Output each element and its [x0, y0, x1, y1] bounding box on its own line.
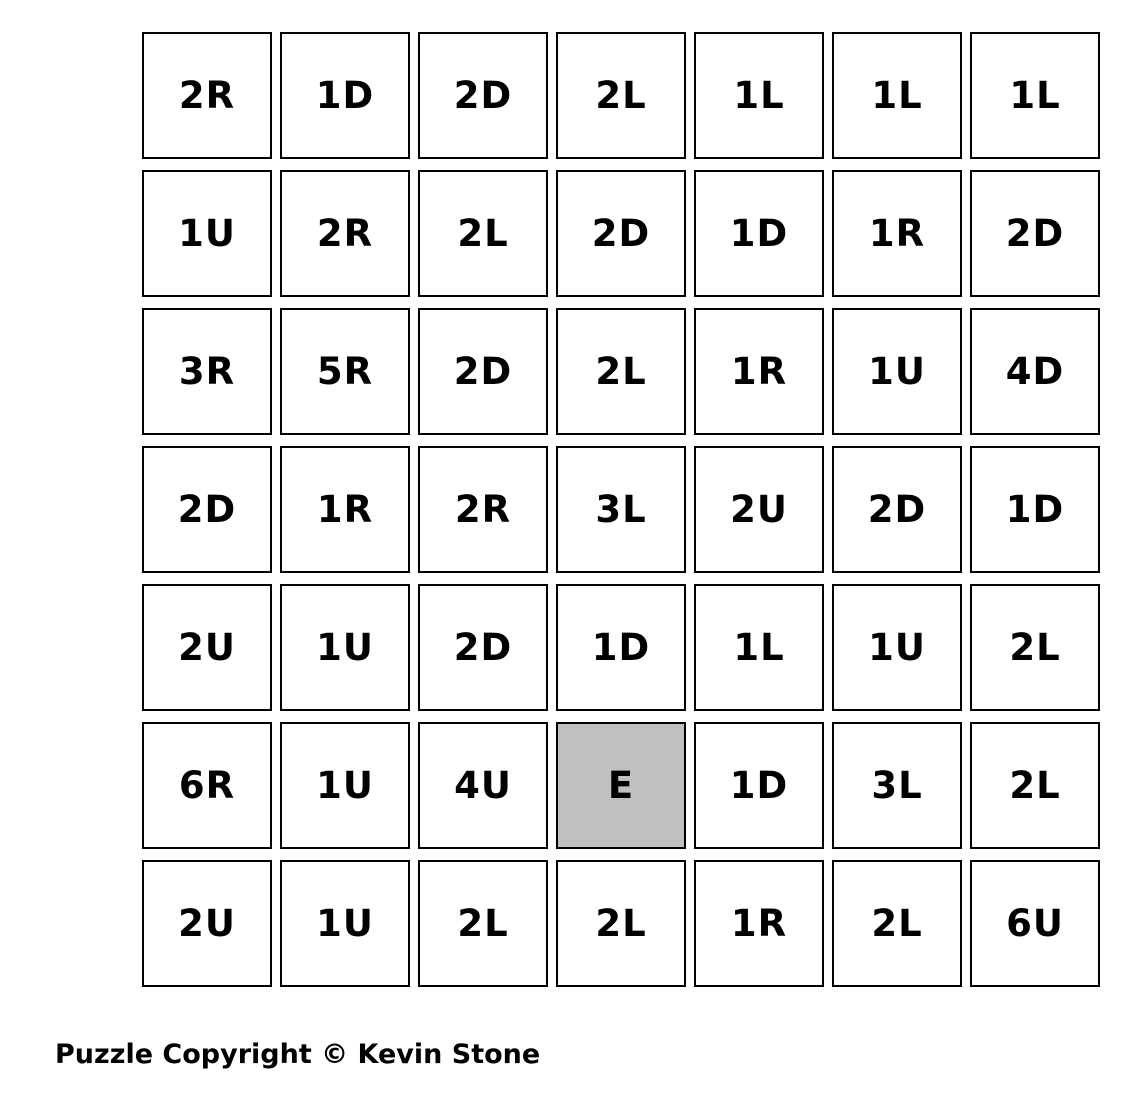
grid-cell[interactable]: 3R — [142, 308, 272, 435]
grid-cell[interactable]: 1U — [142, 170, 272, 297]
grid-cell[interactable]: 2D — [142, 446, 272, 573]
grid-cell[interactable]: 2R — [418, 446, 548, 573]
grid-cell[interactable]: 3L — [832, 722, 962, 849]
grid-cell[interactable]: 1U — [280, 860, 410, 987]
grid-cell[interactable]: 1D — [694, 170, 824, 297]
grid-cell[interactable]: 2L — [418, 170, 548, 297]
grid-cell[interactable]: 1D — [970, 446, 1100, 573]
grid-cell[interactable]: 2L — [970, 584, 1100, 711]
puzzle-grid — [142, 32, 1100, 987]
grid-cell[interactable]: 1L — [832, 32, 962, 159]
grid-cell[interactable]: 1U — [832, 584, 962, 711]
grid-cell[interactable]: 1L — [694, 584, 824, 711]
grid-cell[interactable]: 1U — [832, 308, 962, 435]
grid-cell[interactable]: 1R — [280, 446, 410, 573]
grid-cell[interactable]: 2U — [694, 446, 824, 573]
grid-cell[interactable]: 2L — [556, 308, 686, 435]
grid-cell[interactable]: 1R — [694, 860, 824, 987]
grid-cell[interactable]: 1L — [694, 32, 824, 159]
grid-cell[interactable]: 4U — [418, 722, 548, 849]
grid-cell-end[interactable]: E — [556, 722, 686, 849]
grid-cell[interactable]: 1R — [694, 308, 824, 435]
grid-cell[interactable]: 6U — [970, 860, 1100, 987]
grid-cell[interactable]: 1R — [832, 170, 962, 297]
grid-cell[interactable]: 1U — [280, 722, 410, 849]
grid-cell[interactable]: 2D — [418, 32, 548, 159]
grid-cell[interactable]: 2D — [418, 308, 548, 435]
grid-cell[interactable]: 2U — [142, 860, 272, 987]
grid-cell[interactable]: 1U — [280, 584, 410, 711]
grid-cell[interactable]: 2L — [418, 860, 548, 987]
grid-cell[interactable]: 2D — [970, 170, 1100, 297]
grid-cell[interactable]: 2L — [556, 32, 686, 159]
grid-cell[interactable]: 6R — [142, 722, 272, 849]
grid-cell[interactable]: 1D — [280, 32, 410, 159]
grid-cell[interactable]: 2L — [832, 860, 962, 987]
grid-cell[interactable]: 2U — [142, 584, 272, 711]
grid-cell[interactable]: 4D — [970, 308, 1100, 435]
grid-cell[interactable]: 2D — [556, 170, 686, 297]
grid-cell[interactable]: 2L — [970, 722, 1100, 849]
grid-cell[interactable]: 1L — [970, 32, 1100, 159]
grid-cell[interactable]: 2R — [142, 32, 272, 159]
grid-cell[interactable]: 2R — [280, 170, 410, 297]
grid-cell[interactable]: 2D — [418, 584, 548, 711]
grid-cell[interactable]: 1D — [556, 584, 686, 711]
grid-cell[interactable]: 2L — [556, 860, 686, 987]
grid-cell[interactable]: 2D — [832, 446, 962, 573]
copyright-text: Puzzle Copyright © Kevin Stone — [55, 1039, 541, 1070]
grid-cell[interactable]: 1D — [694, 722, 824, 849]
grid-cell[interactable]: 5R — [280, 308, 410, 435]
grid-cell[interactable]: 3L — [556, 446, 686, 573]
